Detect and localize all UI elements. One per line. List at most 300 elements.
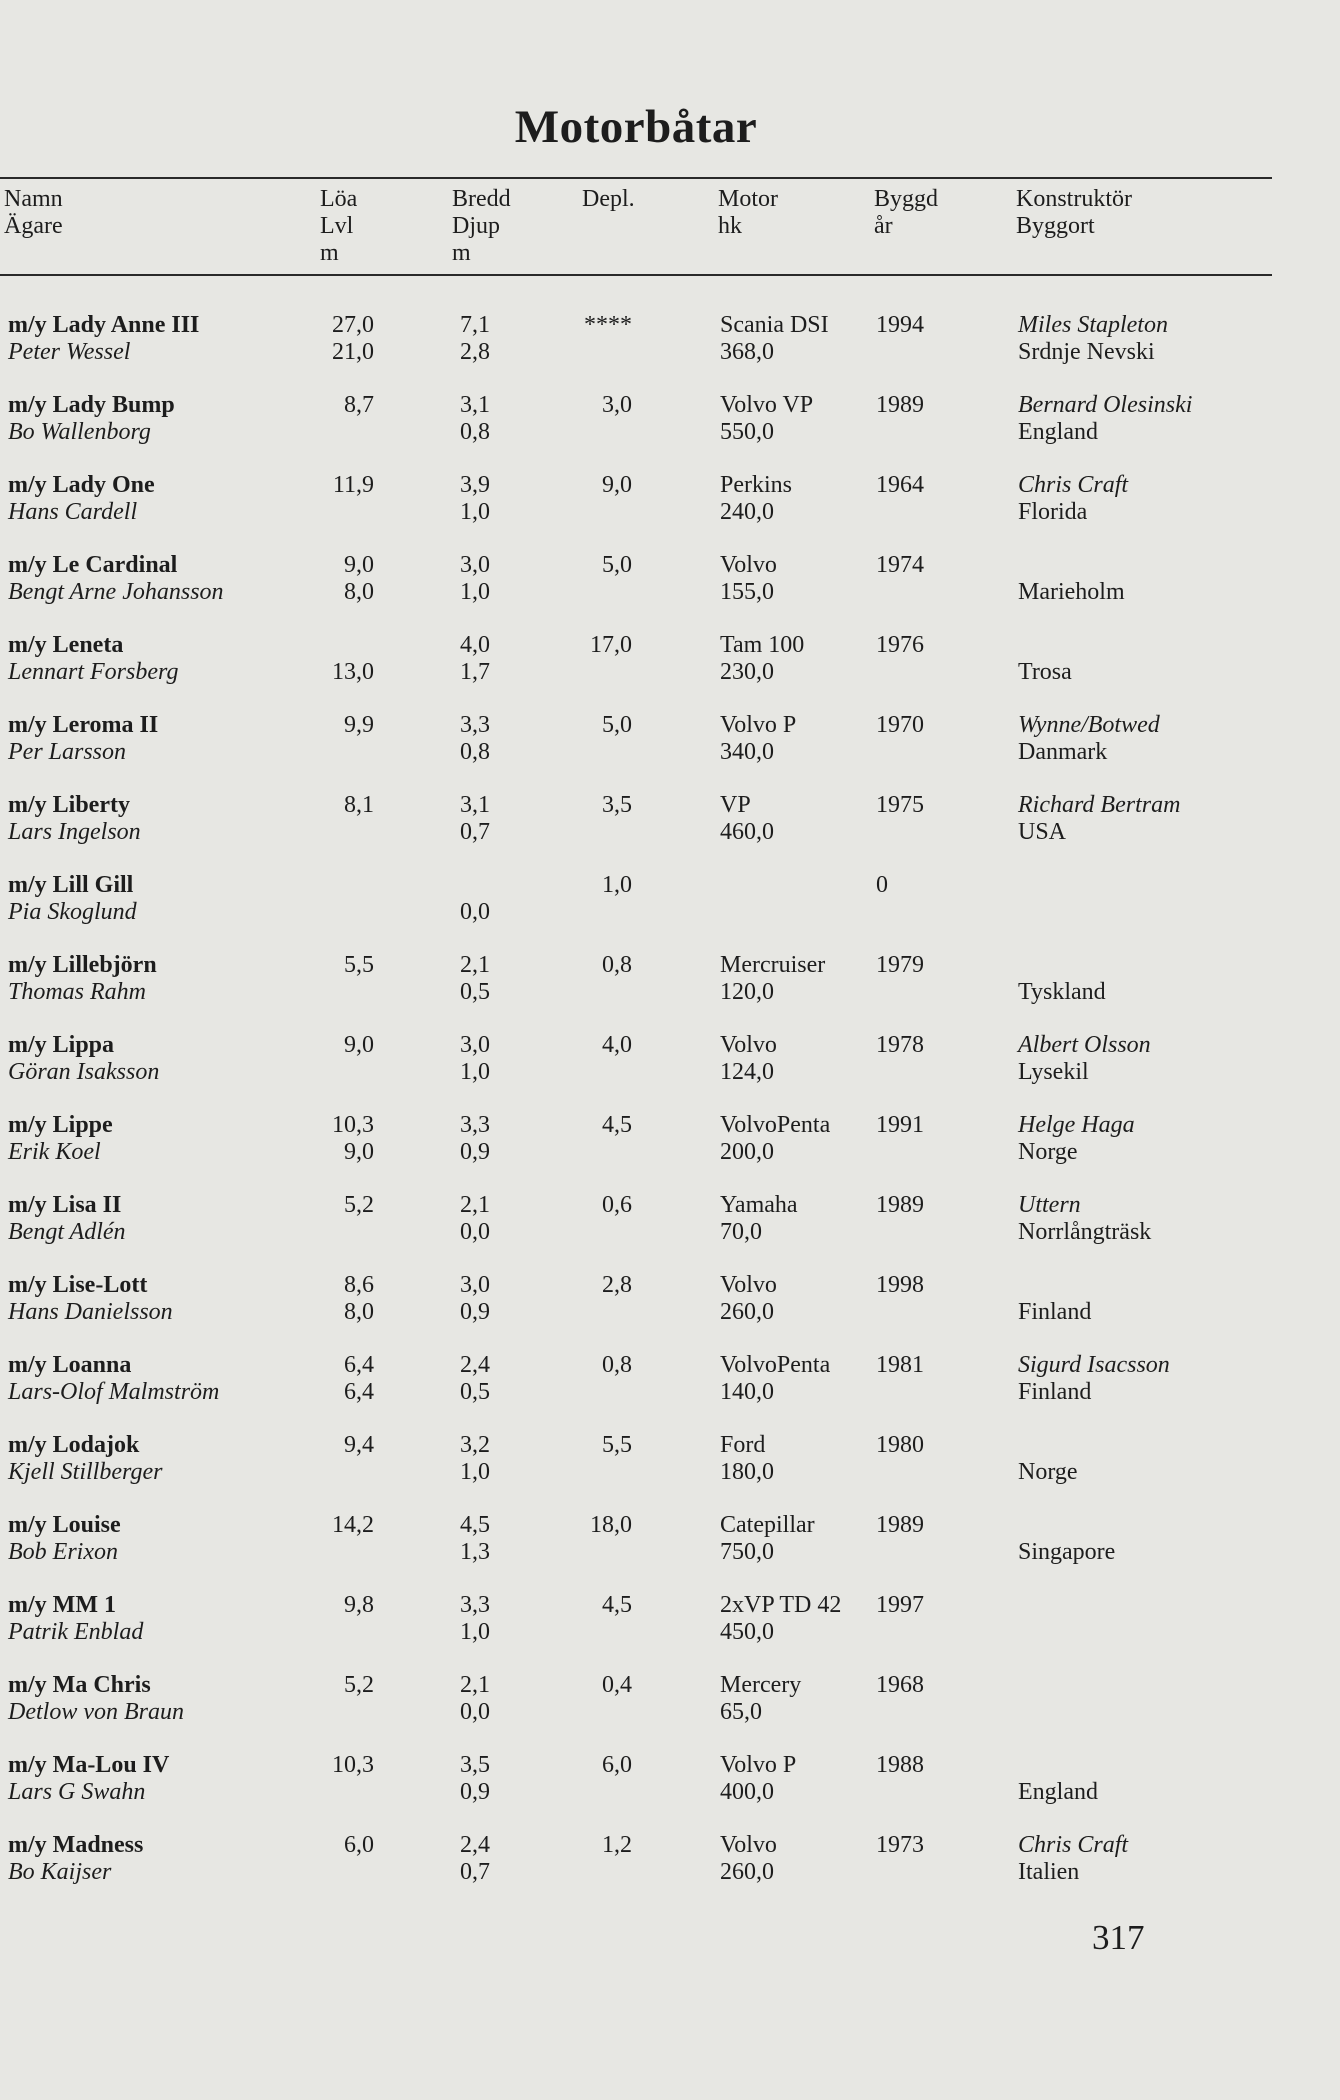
bredd-cell [420, 1032, 490, 1086]
loa-cell [290, 1752, 374, 1806]
year-value: 1988 [876, 1752, 924, 1778]
page-title: Motorbåtar [514, 101, 758, 153]
boat-name: m/y Madness [8, 1832, 144, 1858]
bredd-cell [420, 1832, 490, 1886]
byggd-cell [876, 1272, 924, 1299]
byggd-cell [876, 1032, 924, 1059]
boat-name: m/y Lady Anne III [8, 312, 200, 338]
motor-name: Mercery [720, 1672, 802, 1698]
owner-name: Thomas Rahm [8, 979, 147, 1005]
konstruktor-cell [1018, 1752, 1098, 1806]
djup-value: 0,7 [460, 1859, 490, 1885]
bredd-cell [420, 632, 490, 686]
depl-cell [560, 1272, 632, 1299]
bredd-cell [420, 312, 490, 366]
bredd-value: 2,4 [460, 1352, 490, 1378]
motor-cell [720, 392, 813, 446]
djup-value: 1,7 [460, 659, 490, 685]
loa-cell [290, 392, 374, 446]
lvl-value [290, 1779, 374, 1806]
owner-name: Bengt Arne Johansson [8, 579, 224, 605]
djup-value: 2,8 [460, 339, 490, 365]
loa-cell [290, 712, 374, 766]
loa-cell [290, 472, 374, 526]
depl-cell [560, 1032, 632, 1059]
motor-name: Mercruiser [720, 952, 826, 978]
byggd-cell [876, 1512, 924, 1539]
boat-name-cell [8, 1192, 308, 1246]
byggort-name: Danmark [1018, 739, 1108, 765]
byggort-name: Norge [1018, 1459, 1078, 1485]
konstruktor-cell [1018, 632, 1072, 686]
loa-cell [290, 1352, 374, 1406]
boat-name-cell [8, 1512, 308, 1566]
hk-value: 550,0 [720, 419, 774, 445]
motor-cell [720, 712, 796, 766]
boat-name-cell [8, 1672, 308, 1726]
bredd-value: 3,2 [460, 1432, 490, 1458]
djup-value: 1,0 [460, 1619, 490, 1645]
djup-value: 0,5 [460, 979, 490, 1005]
lvl-value [290, 1219, 374, 1246]
table-row [0, 872, 1272, 952]
byggd-cell [876, 472, 924, 499]
djup-value: 1,0 [460, 579, 490, 605]
depl-cell [560, 1112, 632, 1139]
motor-cell [720, 1112, 830, 1166]
bredd-value: 3,0 [460, 1272, 490, 1298]
konstruktor-name [1018, 632, 1072, 659]
konstruktor-cell [1018, 952, 1106, 1006]
konstruktor-cell [1018, 312, 1168, 366]
djup-value: 0,8 [460, 419, 490, 445]
bredd-cell [420, 792, 490, 846]
konstruktor-cell [1018, 792, 1180, 846]
year-value: 0 [876, 872, 888, 898]
depl-value: 4,5 [602, 1592, 632, 1618]
motor-cell [720, 1592, 841, 1646]
byggd-cell [876, 1112, 924, 1139]
boat-name-cell [8, 1752, 308, 1806]
depl-value: 0,8 [602, 1352, 632, 1378]
byggd-cell [876, 872, 888, 899]
lvl-value [290, 1699, 374, 1726]
owner-name: Bob Erixon [8, 1539, 118, 1565]
djup-value: 1,0 [460, 1059, 490, 1085]
depl-cell [560, 472, 632, 499]
hk-value: 260,0 [720, 1859, 774, 1885]
depl-value: 17,0 [590, 632, 632, 658]
motor-name: Volvo [720, 552, 777, 578]
table-row [0, 1672, 1272, 1752]
boat-name-cell [8, 472, 308, 526]
byggd-cell [876, 1592, 924, 1619]
djup-value: 0,9 [460, 1779, 490, 1805]
loa-value: 5,5 [344, 952, 374, 978]
motor-name: Volvo P [720, 1752, 797, 1778]
motor-name: Tam 100 [720, 632, 805, 658]
header-label: Byggort [1016, 213, 1095, 239]
motor-cell [720, 792, 774, 846]
boat-name-cell [8, 872, 308, 926]
motor-cell [720, 1672, 801, 1726]
table-row [0, 712, 1272, 792]
table-row [0, 1032, 1272, 1112]
header-label: m [452, 240, 471, 266]
depl-value: 6,0 [602, 1752, 632, 1778]
hk-value: 340,0 [720, 739, 774, 765]
lvl-value: 21,0 [332, 339, 374, 365]
bredd-value: 3,3 [460, 712, 490, 738]
loa-cell [290, 1592, 374, 1646]
byggd-cell [876, 1672, 924, 1699]
loa-value: 5,2 [344, 1192, 374, 1218]
hk-value: 260,0 [720, 1299, 774, 1325]
owner-name: Göran Isaksson [8, 1059, 160, 1085]
motor-name: Scania DSI [720, 312, 829, 338]
loa-value: 8,6 [344, 1272, 374, 1298]
loa-cell [290, 1272, 374, 1326]
hk-value: 230,0 [720, 659, 774, 685]
owner-name: Hans Danielsson [8, 1299, 173, 1325]
lvl-value: 9,0 [344, 1139, 374, 1165]
konstruktor-cell [1018, 392, 1192, 446]
bredd-value: 2,1 [460, 1672, 490, 1698]
loa-cell [290, 632, 374, 686]
bredd-value: 7,1 [460, 312, 490, 338]
motor-name: Yamaha [720, 1192, 798, 1218]
table-row [0, 632, 1272, 712]
column-header-name [4, 186, 63, 240]
bredd-value: 4,0 [460, 632, 490, 658]
byggort-name: Lysekil [1018, 1059, 1089, 1085]
boat-name: m/y Lippe [8, 1112, 113, 1138]
byggort-name: Tyskland [1018, 979, 1106, 1005]
konstruktor-name [1018, 1432, 1078, 1459]
boat-name-cell [8, 1832, 308, 1886]
byggort-name: Singapore [1018, 1539, 1116, 1565]
motor-name: Volvo VP [720, 392, 814, 418]
loa-value: 14,2 [332, 1512, 374, 1538]
boat-name: m/y Lillebjörn [8, 952, 157, 978]
loa-cell [290, 1192, 374, 1246]
djup-value: 0,0 [460, 1699, 490, 1725]
hk-value: 155,0 [720, 579, 774, 605]
loa-cell [290, 952, 374, 1006]
boat-name-cell [8, 1032, 308, 1086]
byggort-name: Norge [1018, 1139, 1078, 1165]
djup-value: 0,8 [460, 739, 490, 765]
boat-name-cell [8, 1112, 308, 1166]
djup-value: 0,9 [460, 1299, 490, 1325]
owner-name: Bengt Adlén [8, 1219, 126, 1245]
header-label: Lvl [320, 213, 354, 239]
konstruktor-cell [1018, 1352, 1170, 1406]
bredd-cell [420, 552, 490, 606]
motor-name: VP [720, 792, 751, 818]
loa-value: 11,9 [332, 472, 374, 498]
owner-name: Per Larsson [8, 739, 127, 765]
motor-name: Volvo [720, 1832, 777, 1858]
header-label: Bredd [452, 186, 511, 212]
djup-value: 0,7 [460, 819, 490, 845]
hk-value: 180,0 [720, 1459, 774, 1485]
hk-value: 450,0 [720, 1619, 774, 1645]
djup-value: 0,0 [460, 1219, 490, 1245]
depl-cell [560, 632, 632, 659]
header-label: år [874, 213, 893, 239]
bredd-value: 3,3 [460, 1592, 490, 1618]
lvl-value [290, 1059, 374, 1086]
year-value: 1968 [876, 1672, 924, 1698]
bredd-cell [420, 952, 490, 1006]
loa-value: 9,8 [344, 1592, 374, 1618]
bredd-value: 3,1 [460, 392, 490, 418]
djup-value: 0,9 [460, 1139, 490, 1165]
konstruktor-cell [1018, 552, 1125, 606]
bredd-value: 4,5 [460, 1512, 490, 1538]
depl-value: 4,5 [602, 1112, 632, 1138]
motor-name: Ford [720, 1432, 766, 1458]
depl-cell [560, 1832, 632, 1859]
table-row [0, 952, 1272, 1032]
lvl-value: 13,0 [332, 659, 374, 685]
konstruktor-name: Chris Craft [1018, 472, 1129, 498]
loa-cell [290, 1032, 374, 1086]
depl-value: 18,0 [590, 1512, 632, 1538]
bredd-cell [420, 1432, 490, 1486]
djup-value: 1,3 [460, 1539, 490, 1565]
motor-name: Volvo [720, 1032, 777, 1058]
bredd-value: 3,3 [460, 1112, 490, 1138]
depl-cell [560, 1672, 632, 1699]
boat-name: m/y Louise [8, 1512, 121, 1538]
year-value: 1980 [876, 1432, 924, 1458]
year-value: 1998 [876, 1272, 924, 1298]
bredd-value: 2,1 [460, 952, 490, 978]
depl-value: 1,0 [602, 872, 632, 898]
konstruktor-name: Bernard Olesinski [1018, 392, 1193, 418]
loa-value [290, 872, 374, 899]
byggort-name: Italien [1018, 1859, 1080, 1885]
boat-name-cell [8, 1272, 308, 1326]
motor-cell [720, 1832, 777, 1886]
depl-cell [560, 712, 632, 739]
loa-value: 6,0 [344, 1832, 374, 1858]
bredd-cell [420, 472, 490, 526]
table-row [0, 472, 1272, 552]
lvl-value: 8,0 [344, 579, 374, 605]
table-row [0, 552, 1272, 632]
depl-value: **** [584, 312, 632, 338]
lvl-value [290, 1619, 374, 1646]
boat-name: m/y Leroma II [8, 712, 159, 738]
year-value: 1975 [876, 792, 924, 818]
owner-name: Peter Wessel [8, 339, 131, 365]
column-header-motor [718, 186, 778, 240]
loa-value: 8,7 [344, 392, 374, 418]
bredd-value: 2,4 [460, 1832, 490, 1858]
bredd-value: 3,0 [460, 1032, 490, 1058]
byggd-cell [876, 1752, 924, 1779]
boat-name: m/y Lisa II [8, 1192, 122, 1218]
loa-cell [290, 1672, 374, 1726]
lvl-value [290, 819, 374, 846]
header-label: Konstruktör [1016, 186, 1132, 212]
bredd-cell [420, 872, 490, 926]
lvl-value [290, 899, 374, 926]
loa-value: 10,3 [332, 1112, 374, 1138]
konstruktor-name: Helge Haga [1018, 1112, 1135, 1138]
depl-value: 0,4 [602, 1672, 632, 1698]
bredd-value: 3,0 [460, 552, 490, 578]
hk-value: 70,0 [720, 1219, 762, 1245]
motor-cell [720, 1752, 796, 1806]
loa-value: 27,0 [332, 312, 374, 338]
owner-name: Erik Koel [8, 1139, 101, 1165]
loa-value: 8,1 [344, 792, 374, 818]
bredd-cell [420, 1592, 490, 1646]
motor-name: VolvoPenta [720, 1352, 831, 1378]
konstruktor-name: Chris Craft [1018, 1832, 1129, 1858]
hk-value: 240,0 [720, 499, 774, 525]
depl-value: 3,5 [602, 792, 632, 818]
depl-cell [560, 312, 632, 339]
konstruktor-name [1018, 1272, 1091, 1299]
owner-name: Bo Wallenborg [8, 419, 151, 445]
owner-name: Hans Cardell [8, 499, 138, 525]
boat-name: m/y Lady One [8, 472, 155, 498]
loa-cell [290, 872, 374, 926]
motor-cell [720, 552, 777, 606]
table-row [0, 792, 1272, 872]
year-value: 1989 [876, 1192, 924, 1218]
owner-name: Bo Kaijser [8, 1859, 112, 1885]
motor-name: 2xVP TD 42 [720, 1592, 842, 1618]
byggd-cell [876, 1192, 924, 1219]
konstruktor-name [1018, 1752, 1098, 1779]
lvl-value: 6,4 [344, 1379, 374, 1405]
year-value: 1976 [876, 632, 924, 658]
byggort-name: Trosa [1018, 659, 1072, 685]
header-label: Byggd [874, 186, 939, 212]
konstruktor-cell [1018, 1032, 1151, 1086]
byggort-name: England [1018, 419, 1098, 445]
byggd-cell [876, 312, 924, 339]
konstruktor-name: Miles Stapleton [1018, 312, 1168, 338]
depl-cell [560, 1592, 632, 1619]
motor-cell [720, 1032, 777, 1086]
column-header-bredd [452, 186, 511, 267]
year-value: 1978 [876, 1032, 924, 1058]
konstruktor-name [1018, 552, 1125, 579]
year-value: 1989 [876, 1512, 924, 1538]
depl-cell [560, 552, 632, 579]
konstruktor-name: Sigurd Isacsson [1018, 1352, 1170, 1378]
konstruktor-name [1018, 1512, 1115, 1539]
year-value: 1974 [876, 552, 924, 578]
boat-name-cell [8, 1432, 308, 1486]
table-row [0, 1112, 1272, 1192]
hk-value: 140,0 [720, 1379, 774, 1405]
konstruktor-cell [1018, 1112, 1135, 1166]
loa-cell [290, 312, 374, 366]
owner-name: Pia Skoglund [8, 899, 137, 925]
depl-value: 3,0 [602, 392, 632, 418]
table-row [0, 1192, 1272, 1272]
bredd-cell [420, 1112, 490, 1166]
motor-name: VolvoPenta [720, 1112, 831, 1138]
depl-value: 5,0 [602, 712, 632, 738]
loa-value: 10,3 [332, 1752, 374, 1778]
djup-value: 0,5 [460, 1379, 490, 1405]
loa-value: 6,4 [344, 1352, 374, 1378]
bredd-value: 2,1 [460, 1192, 490, 1218]
boat-name: m/y Leneta [8, 632, 124, 658]
boat-name: m/y Ma Chris [8, 1672, 151, 1698]
loa-value: 9,4 [344, 1432, 374, 1458]
header-top-rule [0, 177, 1272, 179]
byggort-name: Norrlångträsk [1018, 1219, 1152, 1245]
byggd-cell [876, 952, 924, 979]
konstruktor-name: Uttern [1018, 1192, 1081, 1218]
byggd-cell [876, 792, 924, 819]
depl-cell [560, 872, 632, 899]
page-number: 317 [1092, 1918, 1145, 1957]
boat-name: m/y Lady Bump [8, 392, 175, 418]
depl-value: 0,8 [602, 952, 632, 978]
lvl-value [290, 1539, 374, 1566]
hk-value: 750,0 [720, 1539, 774, 1565]
motor-cell [720, 632, 804, 686]
konstruktor-name: Wynne/Botwed [1018, 712, 1160, 738]
loa-cell [290, 1832, 374, 1886]
motor-cell [720, 952, 825, 1006]
depl-value: 4,0 [602, 1032, 632, 1058]
hk-value: 120,0 [720, 979, 774, 1005]
hk-value: 400,0 [720, 1779, 774, 1805]
bredd-cell [420, 1512, 490, 1566]
boat-name: m/y Le Cardinal [8, 552, 178, 578]
depl-value: 5,5 [602, 1432, 632, 1458]
motor-name: Catepillar [720, 1512, 815, 1538]
owner-name: Detlow von Braun [8, 1699, 184, 1725]
loa-cell [290, 792, 374, 846]
boat-name-cell [8, 792, 308, 846]
loa-value [290, 632, 374, 659]
byggort-name: Finland [1018, 1379, 1092, 1405]
konstruktor-cell [1018, 1192, 1151, 1246]
year-value: 1991 [876, 1112, 924, 1138]
table-row [0, 1512, 1272, 1592]
loa-cell [290, 552, 374, 606]
table-row [0, 1832, 1272, 1912]
owner-name: Lennart Forsberg [8, 659, 179, 685]
byggort-name: Finland [1018, 1299, 1092, 1325]
motor-cell [720, 1272, 777, 1326]
loa-cell [290, 1512, 374, 1566]
depl-value: 5,0 [602, 552, 632, 578]
motor-name: Volvo P [720, 712, 797, 738]
year-value: 1970 [876, 712, 924, 738]
motor-name: Volvo [720, 1272, 777, 1298]
depl-value: 9,0 [602, 472, 632, 498]
lvl-value [290, 739, 374, 766]
table-header [0, 186, 1272, 276]
byggd-cell [876, 1832, 924, 1859]
depl-value: 2,8 [602, 1272, 632, 1298]
bredd-cell [420, 1752, 490, 1806]
